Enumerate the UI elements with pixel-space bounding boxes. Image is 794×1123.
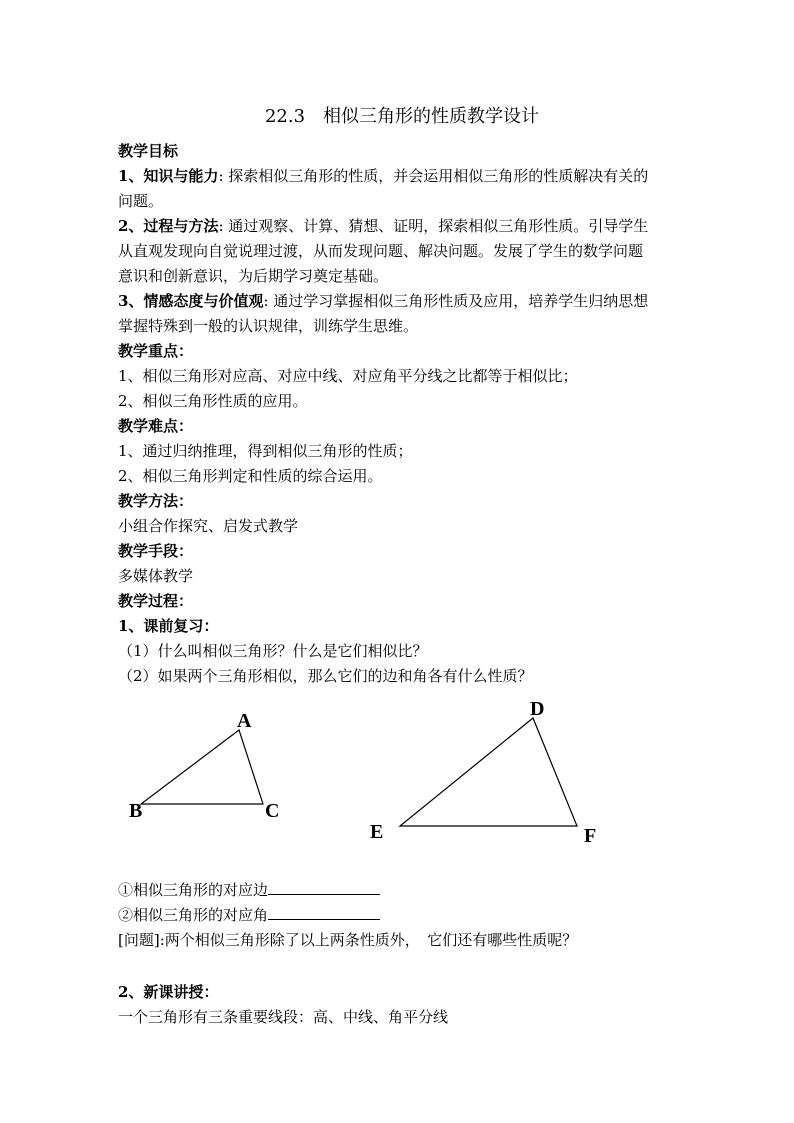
triangle-def-shape [400,718,577,826]
objective-3-text: : 通过学习掌握相似三角形性质及应用，培养学生归纳思想 [263,292,649,310]
vertex-a-label: A [237,710,252,732]
blank-sides[interactable] [268,880,380,895]
methods-text: 小组合作探究、启发式教学 [118,517,299,535]
blank-angles[interactable] [268,905,380,920]
new-lesson-text: 一个三角形有三条重要线段：高、中线、角平分线 [118,1008,449,1026]
vertex-b-label: B [129,800,143,822]
objective-2-cont-2: 意识和创新意识，为后期学习奠定基础。 [118,267,389,285]
process-heading: 教学过程： [118,592,194,610]
review-question-1: （1）什么叫相似三角形？什么是它们相似比？ [118,642,428,660]
review-heading: 1、课前复习： [118,617,219,635]
objective-3-label: 3、情感态度与价值观 [118,292,264,310]
objectives-heading: 教学目标 [118,142,179,160]
objective-1-text: : 探索相似三角形的性质，并会运用相似三角形的性质解决有关的 [218,167,649,185]
objective-2-label: 2、过程与方法 [118,217,219,235]
fill-blank-angles: ②相似三角形的对应角 [118,905,380,925]
triangle-def [370,698,596,847]
triangle-abc [129,710,279,822]
difficulties-heading: 教学难点： [118,417,194,435]
vertex-d-label: D [530,698,545,720]
methods-heading: 教学方法： [118,492,194,510]
document-title: 22.3 相似三角形的性质教学设计 [264,106,540,127]
objective-2-text: : 通过观察、计算、猜想、证明，探索相似三角形性质。引导学生 [218,217,649,235]
difficulty-2: 2、相似三角形判定和性质的综合运用。 [118,467,383,485]
difficulty-1: 1、通过归纳推理，得到相似三角形的性质； [118,442,413,460]
vertex-e-label: E [370,821,384,843]
objective-1-label: 1、知识与能力 [118,167,219,185]
key-point-1: 1、相似三角形对应高、对应中线、对应角平分线之比都等于相似比； [118,367,578,385]
fill-blank-sides: ①相似三角形的对应边 [118,880,380,900]
objective-2-cont-1: 从直观发现向自觉说理过渡，从而发现问题、解决问题。发展了学生的数学问题 [118,242,644,260]
means-text: 多媒体教学 [118,567,194,585]
objective-1-cont: 问题。 [118,192,164,210]
new-lesson-heading: 2、新课讲授： [118,983,219,1001]
vertex-f-label: F [584,825,597,847]
vertex-c-label: C [265,800,280,822]
objective-3-cont: 掌握特殊到一般的认识规律，训练学生思维。 [118,317,419,335]
key-point-2: 2、相似三角形性质的应用。 [118,392,308,410]
key-points-heading: 教学重点： [118,342,194,360]
triangle-abc-shape [141,730,263,804]
problem-statement: [问题]:两个相似三角形除了以上两条性质外， 它们还有哪些性质呢？ [118,931,578,949]
means-heading: 教学手段： [118,542,194,560]
review-question-2: （2）如果两个三角形相似，那么它们的边和角各有什么性质？ [118,667,533,685]
